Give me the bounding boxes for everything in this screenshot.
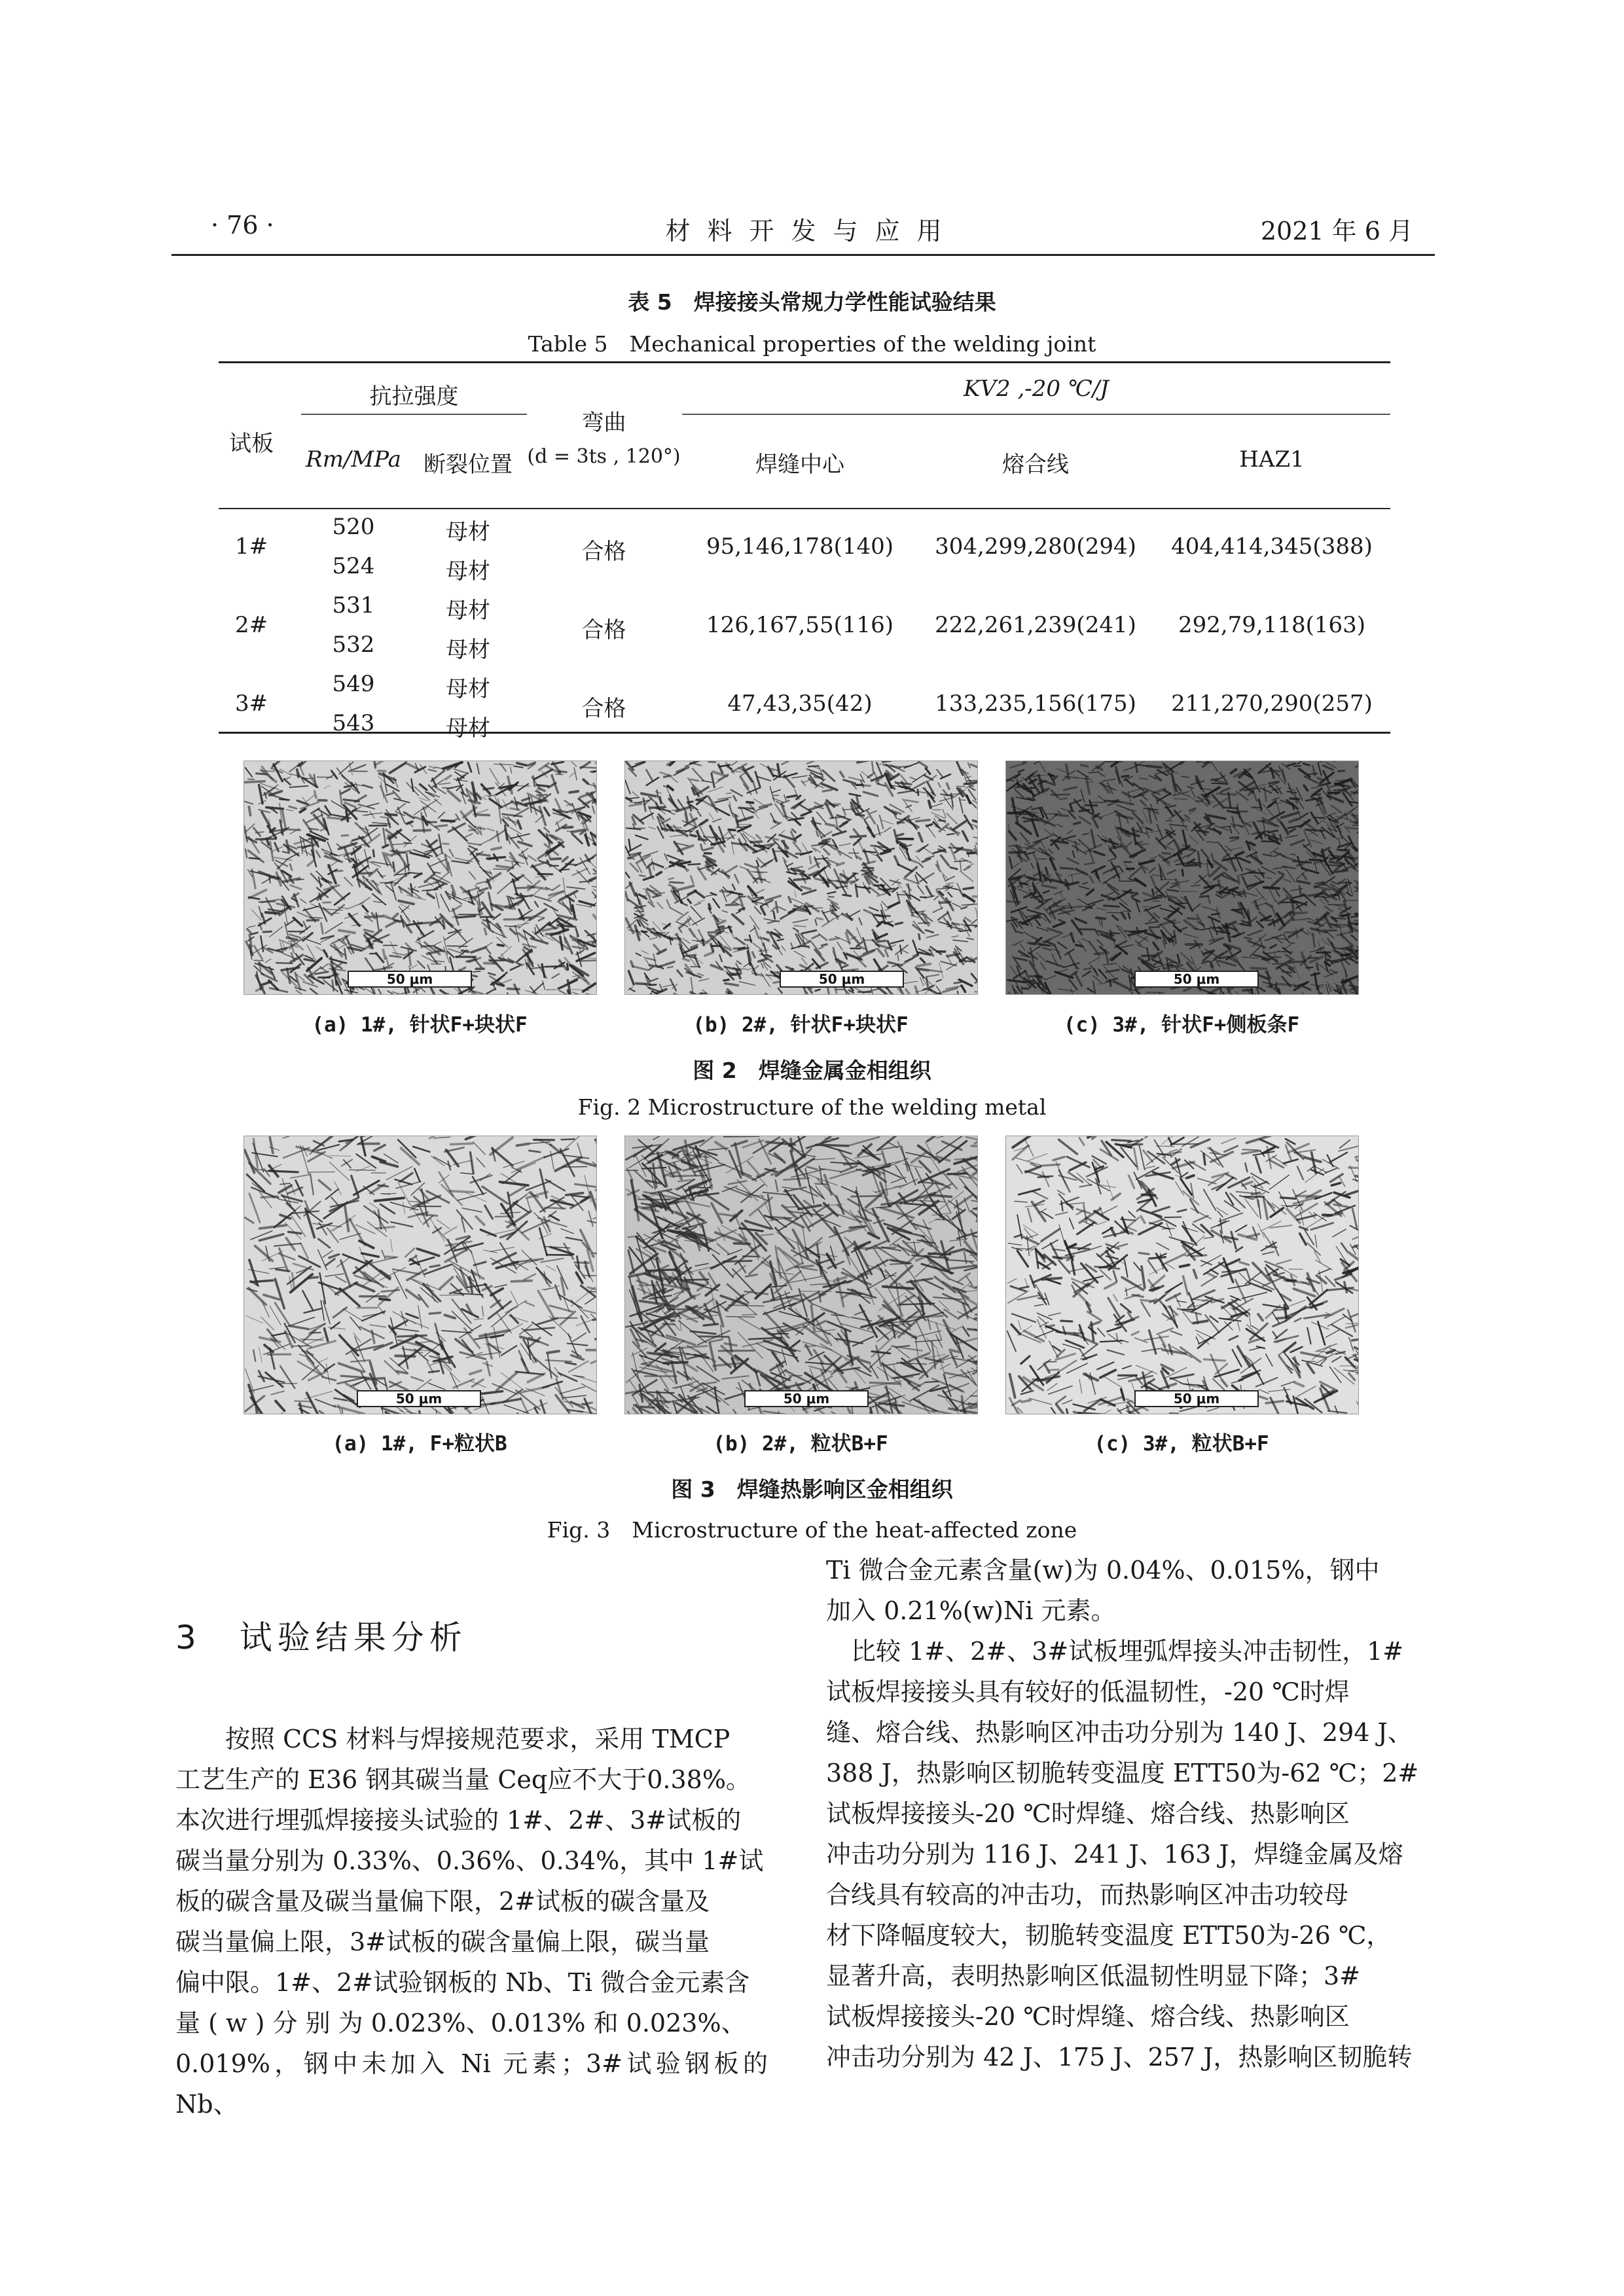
text-line: 试板焊接接头具有较好的低温韧性，-20 ℃时焊	[826, 1677, 1350, 1706]
left-column-text	[175, 1719, 768, 2125]
row1-rm1: 520	[332, 514, 375, 540]
row3-specimen: 3#	[234, 691, 268, 717]
fig2-subcaption-c: (c) 3#, 针状F+侧板条F	[1063, 1013, 1300, 1037]
row1-fracture1: 母材	[446, 519, 490, 545]
right-column-text	[826, 1550, 1434, 2077]
micrograph-fig2a	[244, 761, 597, 995]
table-top-rule	[219, 361, 1390, 363]
fig3-subcaption-a: (a) 1#, F+粒状B	[332, 1432, 507, 1456]
row1-fracture2: 母材	[446, 558, 490, 584]
text-line: 工艺生产的 E36 钢其碳当量 Ceq应不大于0.38%。	[175, 1765, 751, 1794]
row1-haz: 404,414,345(388)	[1171, 533, 1373, 560]
text-line: 显著升高，表明热影响区低温韧性明显下降；3#	[826, 1962, 1361, 1990]
row1-fusion: 304,299,280(294)	[935, 533, 1136, 560]
text-line: 量 ( w ) 分 别 为 0.023%、0.013% 和 0.023%、	[175, 2009, 746, 2037]
row3-haz: 211,270,290(257)	[1171, 691, 1373, 717]
col-bend-cond: (d = 3ts , 120°)	[527, 445, 681, 468]
row3-rm2: 543	[332, 710, 375, 736]
micrograph-fig2b	[624, 761, 978, 995]
row2-fracture2: 母材	[446, 637, 490, 663]
col-bend: 弯曲	[581, 410, 626, 436]
row2-fusion: 222,261,239(241)	[935, 612, 1136, 638]
text-line: 偏中限。1#、2#试验钢板的 Nb、Ti 微合金元素含	[175, 1968, 750, 1997]
text-line: 碳当量偏上限，3#试板的碳含量偏上限，碳当量	[175, 1928, 710, 1956]
scale-bar: 50 μm	[1134, 1390, 1259, 1407]
tensile-subrule	[301, 414, 527, 415]
row2-rm2: 532	[332, 632, 375, 658]
fig3-caption-cn: 图 3 焊缝热影响区金相组织	[671, 1477, 953, 1502]
scale-bar: 50 μm	[1134, 971, 1259, 988]
journal-title: 材料开发与应用	[665, 217, 959, 245]
scale-bar: 50 μm	[744, 1390, 869, 1407]
text-line: 比较 1#、2#、3#试板埋弧焊接头冲击韧性，1#	[826, 1637, 1404, 1666]
col-fracture: 断裂位置	[424, 452, 513, 478]
text-line: 冲击功分别为 42 J、175 J、257 J，热影响区韧脆转	[826, 2043, 1413, 2072]
micrograph-fig3c	[1005, 1136, 1359, 1414]
col-weld-center: 焊缝中心	[755, 452, 844, 478]
kv-subrule	[682, 414, 1390, 415]
table-caption-cn: 表 5 焊接接头常规力学性能试验结果	[628, 289, 996, 315]
col-haz: HAZ1	[1239, 446, 1305, 473]
row1-weld: 95,146,178(140)	[706, 533, 894, 560]
issue-date: 2021 年 6 月	[1260, 217, 1413, 245]
header-rule	[171, 254, 1435, 256]
row2-haz: 292,79,118(163)	[1178, 612, 1366, 638]
fig3-subcaption-c: (c) 3#, 粒状B+F	[1094, 1432, 1269, 1456]
micrograph-fig3b	[624, 1136, 978, 1414]
text-line: Ti 微合金元素含量(w)为 0.04%、0.015%，钢中	[826, 1556, 1380, 1585]
table-head-rule	[219, 508, 1390, 509]
fig3-subcaption-b: (b) 2#, 粒状B+F	[713, 1432, 888, 1456]
fig3-caption-en: Fig. 3 Microstructure of the heat-affected zone	[547, 1517, 1077, 1543]
table-caption-en: Table 5 Mechanical properties of the welding joint	[528, 331, 1096, 357]
row2-bend: 合格	[581, 617, 626, 643]
text-line: 板的碳含量及碳当量偏下限，2#试板的碳含量及	[175, 1887, 710, 1916]
page-number: · 76 ·	[211, 211, 274, 240]
text-line: 试板焊接接头-20 ℃时焊缝、熔合线、热影响区	[826, 2002, 1350, 2031]
text-line: 试板焊接接头-20 ℃时焊缝、熔合线、热影响区	[826, 1799, 1350, 1828]
fig2-caption-en: Fig. 2 Microstructure of the welding metal	[577, 1094, 1047, 1120]
micrograph-fig2c	[1005, 761, 1359, 995]
fig2-subcaption-b: (b) 2#, 针状F+块状F	[693, 1013, 909, 1037]
col-fusion-line: 熔合线	[1002, 452, 1069, 478]
row1-bend: 合格	[581, 539, 626, 565]
text-line: 388 J，热影响区韧脆转变温度 ETT50为-62 ℃；2#	[826, 1759, 1419, 1787]
row3-rm1: 549	[332, 671, 375, 697]
col-specimen: 试板	[229, 431, 274, 457]
row3-fusion: 133,235,156(175)	[935, 691, 1136, 717]
text-line: 缝、熔合线、热影响区冲击功分别为 140 J、294 J、	[826, 1718, 1413, 1747]
row3-bend: 合格	[581, 696, 626, 722]
text-line: 0.019%，钢中未加入 Ni 元素；3#试验钢板的 Nb、	[175, 2049, 768, 2119]
row1-rm2: 524	[332, 553, 375, 579]
fig2-subcaption-a: (a) 1#, 针状F+块状F	[312, 1013, 528, 1037]
text-line: 冲击功分别为 116 J、241 J、163 J，焊缝金属及熔	[826, 1840, 1403, 1869]
scale-bar: 50 μm	[780, 971, 904, 988]
row2-specimen: 2#	[234, 612, 268, 638]
text-line: 材下降幅度较大，韧脆转变温度 ETT50为-26 ℃，	[826, 1921, 1392, 1950]
text-line: 合线具有较高的冲击功，而热影响区冲击功较母	[826, 1880, 1349, 1909]
row3-weld: 47,43,35(42)	[727, 691, 873, 717]
row2-weld: 126,167,55(116)	[706, 612, 894, 638]
row2-fracture1: 母材	[446, 598, 490, 624]
col-rm: Rm/MPa	[306, 446, 401, 473]
row2-rm1: 531	[332, 592, 375, 619]
fig2-caption-cn: 图 2 焊缝金属金相组织	[693, 1058, 931, 1083]
text-line: 碳当量分别为 0.33%、0.36%、0.34%，其中 1#试	[175, 1846, 764, 1875]
col-kv: KV2 ,-20 ℃/J	[964, 376, 1109, 402]
text-line: 加入 0.21%(w)Ni 元素。	[826, 1596, 1116, 1625]
section-heading: 3 试验结果分析	[175, 1619, 467, 1657]
col-tensile: 抗拉强度	[369, 384, 459, 410]
scale-bar: 50 μm	[348, 971, 472, 988]
text-line: 按照 CCS 材料与焊接规范要求，采用 TMCP	[225, 1725, 731, 1753]
micrograph-fig3a	[244, 1136, 597, 1414]
row3-fracture2: 母材	[446, 715, 490, 742]
row1-specimen: 1#	[234, 533, 268, 560]
row3-fracture1: 母材	[446, 676, 490, 702]
text-line: 本次进行埋弧焊接接头试验的 1#、2#、3#试板的	[175, 1806, 742, 1835]
scale-bar: 50 μm	[357, 1390, 481, 1407]
